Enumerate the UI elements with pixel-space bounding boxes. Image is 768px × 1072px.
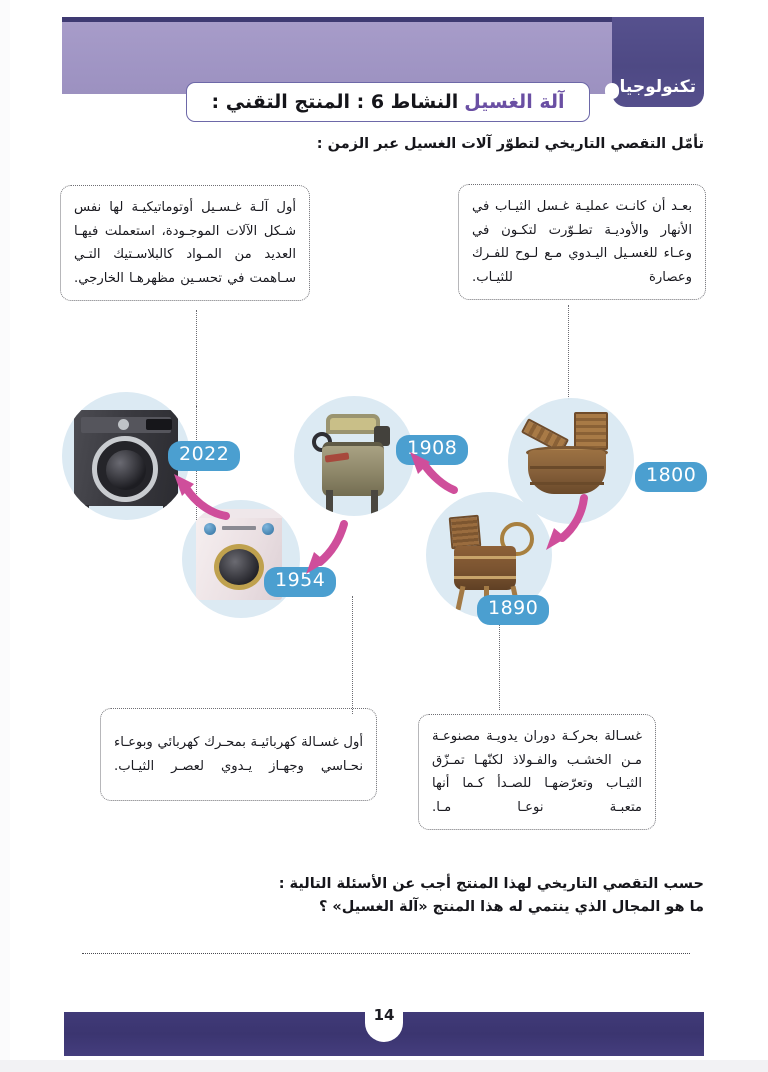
page-number: 14 [373,1006,395,1024]
washing-machine-2022-image [74,410,178,506]
activity-title-accent: آلة الغسيل [464,91,565,113]
intro-text: تأمّل التقصي التاريخي لتطوّر آلات الغسيل عبر الزمن : [316,136,704,152]
callout-2022-description: أول آلـة غـسـيل أوتوماتيكيـة لها نفس شـكل الآلات الموجـودة، استعملت فيهـا العديد من المـواد كالبلاسـتيك التـي سـاهمت في تحسـين مظهرهـا الخارجي. [60,185,310,301]
callout-1800-description: بعـد أن كانـت عمليـة غـسل الثيـاب في الأنهار والأوديـة تطـوّرت لتكـون في وعـاء للغسـيل اليـدوي مـع لـوح للفـرك وعصارة للثيـاب. [458,184,706,300]
arrow-1890-to-1908 [404,450,460,498]
callout-1890-description: غسـالة بحركـة دوران يدويـة مصنوعـة مـن الخشـب والفـولاذ لكنّهـا تمـزّق الثيـاب وتعرّضهـا للصـدأ كـما أنها متعبـة نوعـا مـا. [418,714,656,830]
answer-ruled-line [82,953,690,954]
questions-block [279,876,704,915]
year-badge-1800: 1800 [635,462,707,492]
callout-1954-description: أول غسـالة كهربائيـة بمحـرك كهربائي وبوعـاء نحـاسي وجهـاز يـدوي لعصـر الثيـاب. [100,708,377,801]
arrow-1908-to-1954 [296,518,354,580]
subject-tab [612,17,704,107]
year-badge-1908: 1908 [396,435,468,465]
year-badge-1890: 1890 [477,595,549,625]
year-badge-1954: 1954 [264,567,336,597]
page-left-margin [0,0,10,1072]
arrow-1954-to-2022 [170,466,232,520]
subject-tab-label: تكنولوجيا [619,77,696,97]
washing-machine-1890-image [438,504,538,608]
questions-lead-in: حسب التقصي التاريخي لهذا المنتج أجب عن الأسئلة التالية : [278,876,704,892]
arrow-1800-to-1890 [536,492,594,554]
activity-title-plate [186,82,590,122]
year-badge-2022: 2022 [168,441,240,471]
question-1: ما هو المجال الذي ينتمي له هذا المنتج «آلة الغسيل» ؟ [318,899,704,915]
connector-1800-line [568,305,569,405]
connector-1908-line [352,596,353,714]
connector-2022-line [196,310,197,406]
tab-notch [605,83,619,99]
washing-machine-1908-image [308,404,396,516]
activity-title-main: النشاط 6 : المنتج التقني : [211,91,459,113]
page-bottom-margin [0,1060,768,1072]
washtub-1800-image [518,412,618,500]
